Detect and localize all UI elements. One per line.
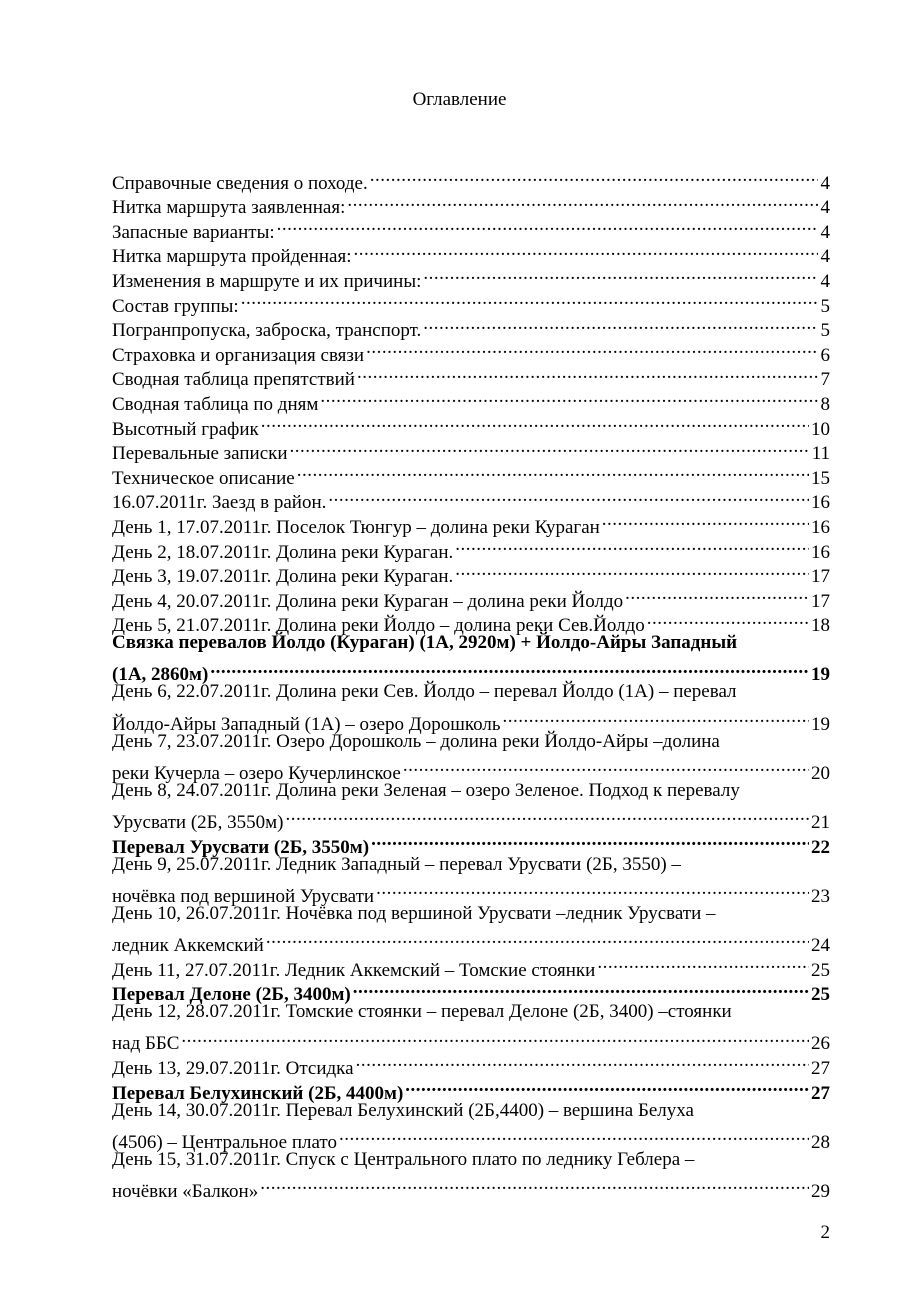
toc-entry-text: День 3, 19.07.2011г. Долина реки Кураган. bbox=[112, 566, 454, 588]
toc-entry[interactable] bbox=[112, 1123, 830, 1153]
toc-entry-line[interactable] bbox=[112, 1000, 830, 1025]
toc-entry-page: 25 bbox=[811, 984, 830, 1006]
toc-entry[interactable] bbox=[112, 803, 830, 834]
toc-leader-dots bbox=[376, 877, 809, 902]
toc-leader-dots bbox=[353, 976, 809, 1001]
toc-entry[interactable] bbox=[112, 1025, 830, 1055]
toc-entry-text: Погранпропуска, заброска, транспорт. bbox=[112, 320, 422, 342]
toc-entry-page: 18 bbox=[811, 615, 830, 637]
toc-entry-text: Страховка и организация связи bbox=[112, 344, 365, 366]
toc-entry-text: Сводная таблица препятствий bbox=[112, 369, 355, 391]
toc-leader-dots bbox=[625, 582, 809, 607]
toc-leader-dots bbox=[297, 459, 809, 484]
toc-leader-dots bbox=[353, 238, 818, 263]
toc-entry-text: Связка перевалов Йолдо (Кураган) (1А, 2920м) + Йолдо-Айры Западный bbox=[112, 632, 738, 654]
toc-leader-dots bbox=[328, 484, 809, 509]
toc-leader-dots bbox=[277, 213, 818, 238]
page-title: Оглавление bbox=[412, 89, 507, 110]
toc-entry-text: День 14, 30.07.2011г. Перевал Белухинский (2Б,4400) – вершина Белуха bbox=[112, 1099, 694, 1121]
toc-entry-text: ночёвка под вершиной Урусвати bbox=[112, 885, 375, 907]
toc-entry-text: Перевал Белухинский (2Б, 4400м) bbox=[112, 1082, 404, 1104]
toc-entry-text: День 11, 27.07.2011г. Ледник Аккемский – Томские стоянки bbox=[112, 959, 596, 981]
toc-entry-page: 17 bbox=[811, 566, 830, 588]
toc-entry-page: 6 bbox=[820, 344, 830, 366]
toc-leader-dots bbox=[260, 1172, 809, 1197]
toc-entry-line[interactable] bbox=[112, 680, 830, 705]
toc-entry-page: 8 bbox=[820, 393, 830, 415]
toc-entry-text: День 5, 21.07.2011г. Долина реки Йолдо – долина реки Сев.Йолдо bbox=[112, 615, 645, 637]
toc-entry-page: 15 bbox=[811, 467, 830, 489]
toc-entry-line[interactable] bbox=[112, 730, 830, 755]
toc-entry-text: Йолдо-Айры Западный (1А) – озеро Дорошколь bbox=[112, 713, 501, 735]
toc-leader-dots bbox=[266, 926, 809, 951]
toc-entry-text: День 9, 25.07.2011г. Ледник Западный – перевал Урусвати (2Б, 3550) – bbox=[112, 853, 681, 875]
toc-entry-page: 20 bbox=[811, 762, 830, 784]
toc-entry-page: 4 bbox=[820, 172, 830, 194]
toc-leader-dots bbox=[357, 361, 818, 386]
toc-entry-page: 4 bbox=[820, 197, 830, 219]
toc-entry-line[interactable] bbox=[112, 1099, 830, 1124]
toc-entry-page: 4 bbox=[820, 246, 830, 268]
toc-entry-text: над ББС bbox=[112, 1033, 180, 1055]
toc-leader-dots bbox=[241, 287, 818, 312]
toc-entry-page: 22 bbox=[811, 836, 830, 858]
toc-entry-page: 24 bbox=[811, 935, 830, 956]
toc-leader-dots bbox=[347, 189, 818, 214]
toc-entry-text: День 6, 22.07.2011г. Долина реки Сев. Йолдо – перевал Йолдо (1А) – перевал bbox=[112, 681, 737, 703]
toc-entry-text: Нитка маршрута пройденная: bbox=[112, 246, 352, 268]
toc-entry-page: 5 bbox=[820, 295, 830, 317]
toc-entry-text: ледник Аккемский bbox=[112, 935, 264, 956]
toc-entry-text: (1А, 2860м) bbox=[112, 664, 209, 686]
toc-entry-line[interactable] bbox=[112, 853, 830, 878]
toc-entry-line[interactable] bbox=[112, 779, 830, 804]
toc-entry-text: Изменения в маршруте и их причины: bbox=[112, 270, 422, 292]
toc-leader-dots bbox=[339, 1123, 809, 1148]
toc-entry-page: 16 bbox=[811, 516, 830, 538]
toc-leader-dots bbox=[423, 262, 818, 287]
toc-entry-page: 19 bbox=[811, 664, 830, 686]
toc-leader-dots bbox=[370, 164, 818, 189]
toc-leader-dots bbox=[455, 533, 809, 558]
toc-entry-page: 26 bbox=[811, 1033, 830, 1055]
toc-entry-text: Сводная таблица по дням bbox=[112, 393, 319, 415]
toc-entry-page: 16 bbox=[811, 541, 830, 563]
toc-leader-dots bbox=[371, 828, 809, 853]
toc-entry-text: День 7, 23.07.2011г. Озеро Дорошколь – долина реки Йолдо-Айры –долина bbox=[112, 730, 720, 752]
toc-leader-dots bbox=[320, 385, 818, 410]
toc-entry[interactable] bbox=[112, 705, 830, 735]
toc-entry-page: 5 bbox=[820, 320, 830, 342]
toc-leader-dots bbox=[597, 951, 809, 976]
toc-entry-text: Нитка маршрута заявленная: bbox=[112, 197, 346, 219]
toc-leader-dots bbox=[261, 410, 809, 435]
toc-leader-dots bbox=[210, 656, 809, 681]
toc-entry-text: День 10, 26.07.2011г. Ночёвка под вершиной Урусвати –ледник Урусвати – bbox=[112, 902, 716, 924]
toc-leader-dots bbox=[455, 558, 809, 583]
toc-leader-dots bbox=[356, 1049, 809, 1074]
toc-leader-dots bbox=[366, 336, 818, 361]
toc-entry-text: Перевальные записки bbox=[112, 443, 288, 465]
toc-entry-page: 4 bbox=[820, 221, 830, 243]
toc-leader-dots bbox=[423, 312, 818, 337]
toc-entry[interactable] bbox=[112, 877, 830, 907]
toc-entry-text: (4506) – Центральное плато bbox=[112, 1131, 337, 1153]
toc-entry-page: 29 bbox=[811, 1180, 830, 1202]
toc-leader-dots bbox=[181, 1025, 809, 1050]
toc-entry-line[interactable] bbox=[112, 1148, 830, 1173]
table-of-contents bbox=[112, 164, 830, 1202]
toc-entry-page: 23 bbox=[811, 885, 830, 907]
toc-entry[interactable] bbox=[112, 926, 830, 956]
toc-entry-text: День 8, 24.07.2011г. Долина реки Зеленая – озеро Зеленое. Подход к перевалу bbox=[112, 779, 740, 801]
toc-entry-text: День 1, 17.07.2011г. Поселок Тюнгур – долина реки Кураган bbox=[112, 516, 600, 538]
toc-entry-page: 21 bbox=[811, 812, 830, 834]
toc-entry-page: 10 bbox=[811, 418, 830, 440]
toc-leader-dots bbox=[602, 508, 809, 533]
toc-entry-text: 16.07.2011г. Заезд в район. bbox=[112, 492, 327, 514]
toc-leader-dots bbox=[647, 607, 809, 632]
toc-entry-line[interactable] bbox=[112, 902, 830, 927]
toc-entry-text: Высотный график bbox=[112, 418, 259, 440]
toc-leader-dots bbox=[403, 754, 809, 779]
toc-entry[interactable] bbox=[112, 164, 830, 194]
toc-entry-text: Состав группы: bbox=[112, 295, 239, 317]
toc-leader-dots bbox=[285, 803, 809, 828]
toc-entry-page: 25 bbox=[811, 959, 830, 981]
toc-entry-text: Справочные сведения о походе. bbox=[112, 172, 368, 194]
toc-entry-page: 7 bbox=[820, 369, 830, 391]
toc-leader-dots bbox=[405, 1074, 809, 1099]
toc-leader-dots bbox=[503, 705, 810, 730]
toc-entry[interactable] bbox=[112, 1172, 830, 1202]
toc-entry-page: 11 bbox=[811, 443, 830, 465]
toc-entry-page: 27 bbox=[811, 1057, 830, 1079]
toc-entry-text: Перевал Делоне (2Б, 3400м) bbox=[112, 984, 351, 1006]
toc-entry-text: Урусвати (2Б, 3550м) bbox=[112, 812, 284, 834]
toc-entry-text: День 13, 29.07.2011г. Отсидка bbox=[112, 1057, 354, 1079]
toc-entry[interactable] bbox=[112, 656, 830, 686]
toc-entry-text: День 2, 18.07.2011г. Долина реки Кураган. bbox=[112, 541, 454, 563]
toc-entry-text: Перевал Урусвати (2Б, 3550м) bbox=[112, 836, 370, 858]
toc-leader-dots bbox=[290, 435, 810, 460]
toc-entry-page: 19 bbox=[811, 713, 830, 735]
toc-entry-text: День 4, 20.07.2011г. Долина реки Кураган – долина реки Йолдо bbox=[112, 590, 624, 612]
toc-entry-text: реки Кучерла – озеро Кучерлинское bbox=[112, 762, 401, 784]
toc-entry-text: Техническое описание bbox=[112, 467, 295, 489]
toc-entry-text: День 15, 31.07.2011г. Спуск с Центрального плато по леднику Геблера – bbox=[112, 1148, 695, 1170]
toc-entry[interactable] bbox=[112, 754, 830, 784]
toc-entry-page: 16 bbox=[811, 492, 830, 514]
toc-entry-page: 4 bbox=[820, 270, 830, 292]
page-number: 2 bbox=[820, 1222, 830, 1243]
toc-entry-text: День 12, 28.07.2011г. Томские стоянки – перевал Делоне (2Б, 3400) –стоянки bbox=[112, 1001, 732, 1023]
toc-entry-page: 27 bbox=[811, 1082, 830, 1104]
toc-entry-text: Запасные варианты: bbox=[112, 221, 275, 243]
toc-entry[interactable] bbox=[112, 1049, 830, 1079]
toc-entry-text: ночёвки «Балкон» bbox=[112, 1180, 259, 1202]
toc-entry-page: 17 bbox=[811, 590, 830, 612]
toc-entry-page: 28 bbox=[811, 1131, 830, 1153]
toc-entry-line[interactable] bbox=[112, 631, 830, 656]
